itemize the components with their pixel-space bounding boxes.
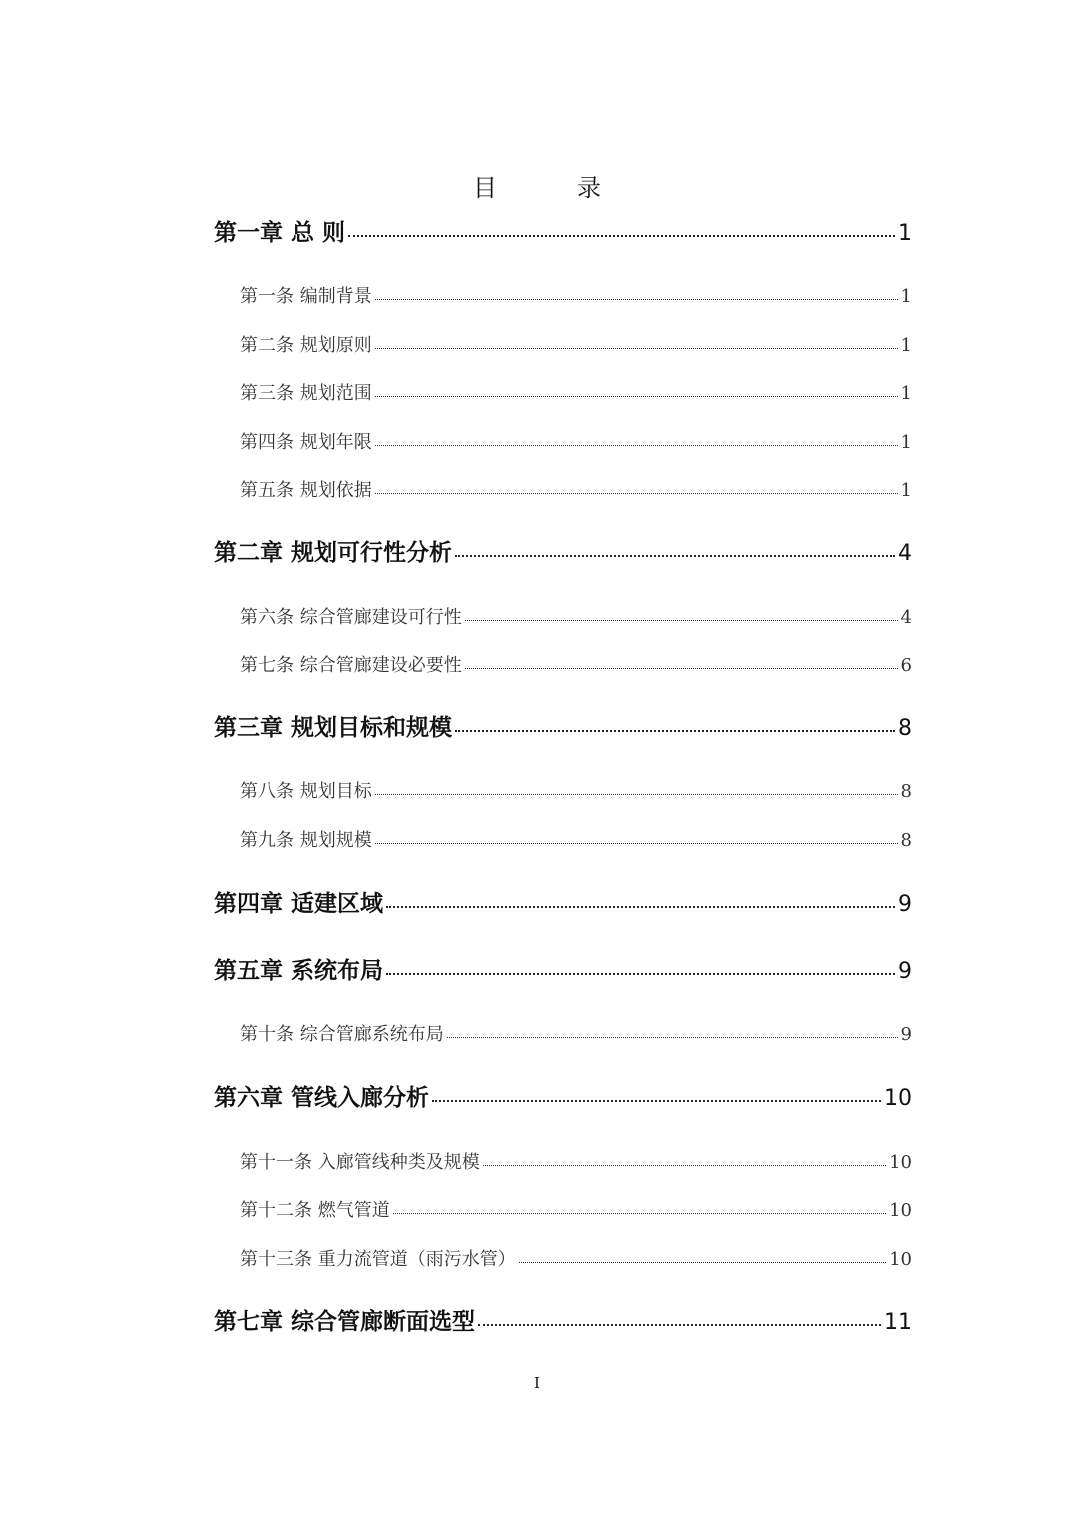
toc-entry-label: 第七章 综合管廊断面选型 — [214, 1309, 476, 1335]
dot-leader — [375, 284, 898, 302]
toc-page-number: 8 — [898, 716, 912, 741]
dot-leader — [483, 1150, 886, 1168]
toc-entry-label: 第二章 规划可行性分析 — [214, 540, 453, 566]
toc-entry-article[interactable] — [240, 1148, 912, 1174]
dot-leader — [447, 1022, 898, 1040]
toc-entry-article[interactable] — [240, 651, 912, 677]
toc-page-number: 9 — [898, 959, 912, 984]
toc-entry-label: 第五章 系统布局 — [214, 958, 384, 984]
toc-entry-article[interactable] — [240, 379, 912, 405]
toc-entry-article[interactable] — [240, 428, 912, 454]
toc-entry-label: 第三条 规划范围 — [240, 383, 372, 404]
toc-entry-article[interactable] — [240, 777, 912, 803]
page-number-footer: I — [534, 1374, 540, 1392]
dot-leader — [519, 1247, 886, 1265]
toc-entry-chapter[interactable] — [214, 1303, 912, 1337]
toc-entry-article[interactable] — [240, 1245, 912, 1271]
toc-entry-label: 第七条 综合管廊建设必要性 — [240, 655, 462, 676]
toc-entry-chapter[interactable] — [214, 214, 912, 248]
toc-page-number: 10 — [889, 1152, 912, 1173]
dot-leader — [386, 888, 895, 911]
dot-leader — [465, 605, 898, 623]
toc-entry-label: 第一条 编制背景 — [240, 286, 372, 307]
toc-entry-label: 第二条 规划原则 — [240, 335, 372, 356]
toc-entry-chapter[interactable] — [214, 952, 912, 986]
dot-leader — [375, 779, 898, 797]
dot-leader — [375, 333, 898, 351]
toc-page-number: 1 — [900, 383, 912, 404]
toc-entry-label: 第八条 规划目标 — [240, 781, 372, 802]
toc-page-number: 11 — [884, 1310, 912, 1335]
toc-entry-label: 第十条 综合管廊系统布局 — [240, 1024, 444, 1045]
toc-page-number: 1 — [898, 221, 912, 246]
toc-page-number: 4 — [900, 607, 912, 628]
dot-leader — [375, 381, 898, 399]
toc-title: 目 录 — [473, 174, 629, 202]
dot-leader — [455, 537, 895, 560]
toc-page-number: 1 — [900, 480, 912, 501]
dot-leader — [375, 430, 898, 448]
toc-entry-article[interactable] — [240, 282, 912, 308]
toc-page-number: 10 — [889, 1200, 912, 1221]
toc-page-number: 10 — [884, 1086, 912, 1111]
toc-entry-chapter[interactable] — [214, 885, 912, 919]
toc-page-number: 8 — [900, 781, 912, 802]
toc-entry-label: 第九条 规划规模 — [240, 830, 372, 851]
dot-leader — [375, 478, 898, 496]
toc-entry-label: 第四条 规划年限 — [240, 432, 372, 453]
toc-page-number: 8 — [900, 830, 912, 851]
dot-leader — [386, 955, 895, 978]
toc-entry-article[interactable] — [240, 476, 912, 502]
toc-entry-label: 第五条 规划依据 — [240, 480, 372, 501]
dot-leader — [465, 653, 898, 671]
toc-entry-article[interactable] — [240, 1020, 912, 1046]
toc-entry-chapter[interactable] — [214, 1079, 912, 1113]
toc-page-number: 1 — [900, 335, 912, 356]
toc-entry-chapter[interactable] — [214, 534, 912, 568]
dot-leader — [375, 828, 898, 846]
dot-leader — [455, 712, 895, 735]
toc-entry-label: 第十一条 入廊管线种类及规模 — [240, 1152, 480, 1173]
toc-entry-article[interactable] — [240, 331, 912, 357]
toc-page-number: 9 — [900, 1024, 912, 1045]
toc-entry-label: 第十二条 燃气管道 — [240, 1200, 390, 1221]
toc-page-number: 1 — [900, 286, 912, 307]
dot-leader — [348, 217, 895, 240]
toc-page-number: 9 — [898, 892, 912, 917]
toc-entry-article[interactable] — [240, 1196, 912, 1222]
toc-entry-label: 第三章 规划目标和规模 — [214, 715, 453, 741]
toc-entry-label: 第六章 管线入廊分析 — [214, 1085, 430, 1111]
toc-entry-article[interactable] — [240, 826, 912, 852]
dot-leader — [432, 1082, 881, 1105]
dot-leader — [478, 1306, 881, 1329]
toc-entry-label: 第六条 综合管廊建设可行性 — [240, 607, 462, 628]
dot-leader — [393, 1198, 886, 1216]
toc-entry-label: 第四章 适建区域 — [214, 891, 384, 917]
toc-page-number: 1 — [900, 432, 912, 453]
toc-entry-chapter[interactable] — [214, 709, 912, 743]
toc-entry-article[interactable] — [240, 603, 912, 629]
toc-entry-label: 第十三条 重力流管道（雨污水管） — [240, 1249, 516, 1270]
toc-page-number: 4 — [898, 541, 912, 566]
toc-entry-label: 第一章 总 则 — [214, 220, 346, 246]
toc-page-number: 6 — [900, 655, 912, 676]
toc-page-number: 10 — [889, 1249, 912, 1270]
